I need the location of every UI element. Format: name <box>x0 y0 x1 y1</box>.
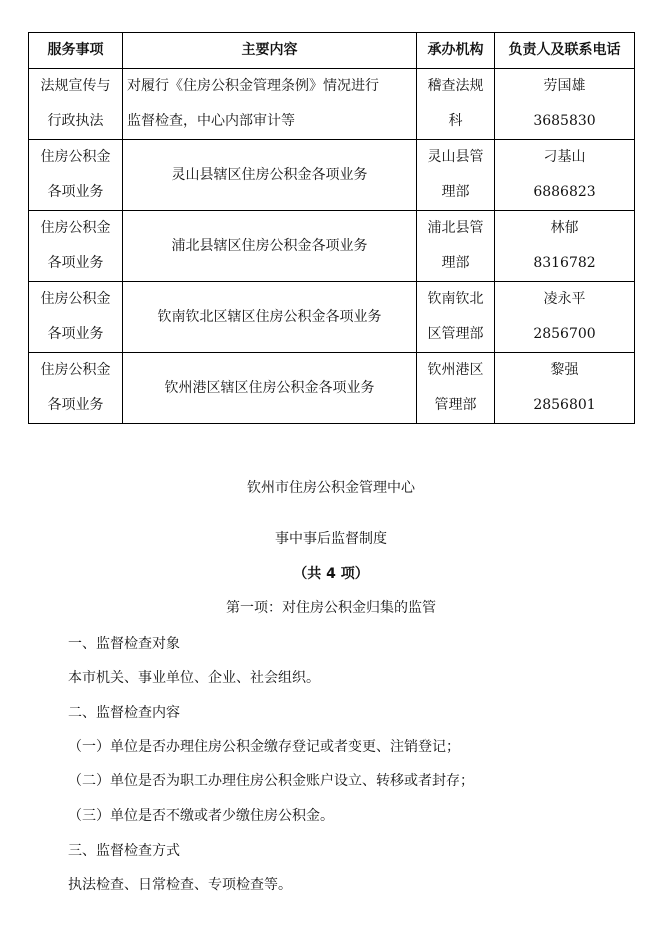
doc-title: 事中事后监督制度 <box>275 531 387 547</box>
contact-phone: 2856801 <box>533 397 596 413</box>
table-header-row <box>29 33 635 69</box>
org-line: 理部 <box>441 184 470 200</box>
service-line: 法规宣传与 <box>40 78 111 94</box>
org-line: 理部 <box>441 255 470 271</box>
header-content: 主要内容 <box>123 33 417 69</box>
service-line: 各项业务 <box>47 255 104 271</box>
paragraph: 本市机关、事业单位、企业、社会组织。 <box>68 670 320 686</box>
service-line: 行政执法 <box>47 113 104 129</box>
contact-name: 刁基山 <box>543 149 586 165</box>
contact-phone: 6886823 <box>533 184 596 200</box>
cell-service <box>29 140 123 211</box>
contact-name: 黎强 <box>550 362 579 378</box>
service-line: 住房公积金 <box>40 220 111 236</box>
paragraph: （二）单位是否为职工办理住房公积金账户设立、转移或者封存； <box>68 773 474 789</box>
count-note: （共 4 项） <box>293 566 369 582</box>
table-row <box>29 140 635 211</box>
item-title: 第一项：对住房公积金归集的监管 <box>226 600 436 616</box>
cell-service <box>29 211 123 282</box>
service-line: 住房公积金 <box>40 149 111 165</box>
cell-content: 钦州港区辖区住房公积金各项业务 <box>123 353 417 424</box>
paragraph: （一）单位是否办理住房公积金缴存登记或者变更、注销登记； <box>68 739 460 755</box>
cell-contact <box>495 211 635 282</box>
cell-org <box>417 140 495 211</box>
table-row <box>29 69 635 140</box>
org-line: 科 <box>448 113 463 129</box>
table-row <box>29 211 635 282</box>
cell-org <box>417 353 495 424</box>
cell-contact <box>495 353 635 424</box>
section-heading: 二、监督检查内容 <box>68 705 180 721</box>
service-line: 各项业务 <box>47 184 104 200</box>
service-line: 各项业务 <box>47 397 104 413</box>
cell-content: 钦南钦北区辖区住房公积金各项业务 <box>123 282 417 353</box>
cell-org <box>417 211 495 282</box>
cell-contact <box>495 140 635 211</box>
service-line: 住房公积金 <box>40 291 111 307</box>
content-line: 监督检查，中心内部审计等 <box>127 113 295 129</box>
contact-name: 林郁 <box>550 220 579 236</box>
cell-contact <box>495 282 635 353</box>
paragraph: （三）单位是否不缴或者少缴住房公积金。 <box>68 808 334 824</box>
section-heading: 一、监督检查对象 <box>68 636 180 652</box>
cell-contact <box>495 69 635 140</box>
cell-content: 灵山县辖区住房公积金各项业务 <box>123 140 417 211</box>
org-line: 钦州港区 <box>427 362 484 378</box>
service-line: 住房公积金 <box>40 362 111 378</box>
service-table <box>28 32 635 424</box>
paragraph: 执法检查、日常检查、专项检查等。 <box>68 877 292 893</box>
org-line: 钦南钦北 <box>427 291 484 307</box>
org-line: 灵山县管 <box>427 149 484 165</box>
cell-service <box>29 353 123 424</box>
contact-phone: 3685830 <box>533 113 596 129</box>
org-line: 区管理部 <box>427 326 484 342</box>
header-service: 服务事项 <box>29 33 123 69</box>
cell-service <box>29 282 123 353</box>
cell-org <box>417 282 495 353</box>
contact-name: 凌永平 <box>543 291 586 307</box>
contact-phone: 8316782 <box>533 255 596 271</box>
org-line: 管理部 <box>434 397 477 413</box>
contact-name: 劳国雄 <box>543 78 586 94</box>
cell-content: 浦北县辖区住房公积金各项业务 <box>123 211 417 282</box>
contact-phone: 2856700 <box>533 326 596 342</box>
service-line: 各项业务 <box>47 326 104 342</box>
org-title: 钦州市住房公积金管理中心 <box>247 480 415 496</box>
cell-service <box>29 69 123 140</box>
content-line: 对履行《住房公积金管理条例》情况进行 <box>127 78 379 94</box>
header-org: 承办机构 <box>417 33 495 69</box>
org-line: 浦北县管 <box>427 220 484 236</box>
cell-content <box>123 69 417 140</box>
org-line: 稽查法规 <box>427 78 484 94</box>
section-heading: 三、监督检查方式 <box>68 843 180 859</box>
table-row <box>29 353 635 424</box>
header-contact: 负责人及联系电话 <box>495 33 635 69</box>
cell-org <box>417 69 495 140</box>
table-row <box>29 282 635 353</box>
